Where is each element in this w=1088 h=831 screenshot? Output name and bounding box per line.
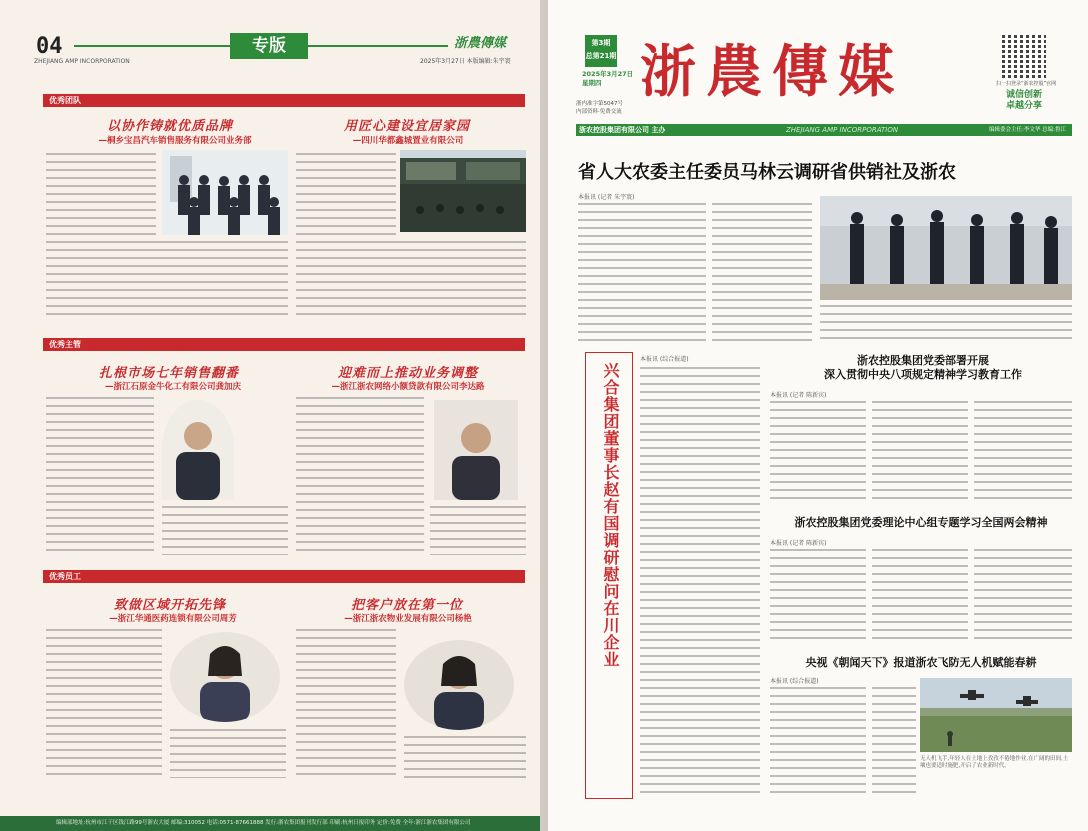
page-date-line: 2025年3月27日 本版编辑:朱宇寰 bbox=[420, 58, 511, 65]
story2-title-line: 深入贯彻中央八项规定精神学习教育工作 bbox=[824, 368, 1022, 381]
issue-badge bbox=[585, 35, 617, 67]
article-title: 致做区域开拓先锋 bbox=[113, 598, 226, 613]
section-label: 优秀主管 bbox=[49, 340, 81, 349]
portrait-photo bbox=[434, 400, 518, 500]
publisher-name: 浙农控股集团有限公司 主办 bbox=[579, 126, 666, 134]
team-photo-figures bbox=[162, 150, 288, 235]
portrait-figure bbox=[404, 640, 514, 730]
drone-photo bbox=[920, 678, 1072, 752]
story2-title bbox=[778, 354, 1068, 382]
qr-code-overlay bbox=[1002, 34, 1046, 78]
story2-body bbox=[872, 400, 968, 504]
page-sub-label: ZHEJIANG AMP INCORPORATION bbox=[34, 58, 130, 65]
building-photo bbox=[400, 150, 526, 232]
article-body bbox=[46, 396, 154, 556]
slogan-line: 诚信创新 bbox=[1006, 90, 1043, 100]
article-subtitle: —浙江石原金牛化工有限公司龚加庆 bbox=[104, 382, 241, 392]
issue-number: 第3期 bbox=[591, 39, 611, 47]
article-subtitle: —四川华都鑫城置业有限公司 bbox=[352, 136, 464, 146]
article-title: 迎难而上推动业务调整 bbox=[337, 366, 478, 381]
main-article-body bbox=[820, 304, 1072, 344]
drone-photo-caption: 无人机飞手,年轻人在土地上孜孜不倦地作业,在广阔的田间,土壤也要适时施肥,开启了农业新时代。 bbox=[920, 756, 1069, 769]
meeting-photo bbox=[820, 196, 1072, 300]
header-rule-left bbox=[74, 45, 230, 47]
article-body bbox=[170, 728, 286, 778]
portrait-figure bbox=[170, 632, 280, 722]
section-tab: 专版 bbox=[230, 33, 308, 59]
page-footer bbox=[0, 816, 540, 831]
section-bar-employee bbox=[43, 570, 525, 583]
article-body bbox=[296, 240, 526, 320]
story2-title-line: 浙农控股集团党委部署开展 bbox=[857, 354, 989, 367]
story3-body bbox=[974, 548, 1072, 644]
main-article-body bbox=[578, 202, 706, 342]
publisher-bar bbox=[576, 124, 1072, 136]
article-body bbox=[404, 735, 526, 779]
article-body bbox=[296, 396, 424, 556]
masthead-small: 浙農傳媒 bbox=[454, 36, 507, 51]
page-gutter bbox=[540, 0, 548, 831]
vertical-story-body bbox=[640, 366, 760, 796]
story3-body bbox=[770, 548, 866, 644]
article-subtitle: —浙江华通医药连锁有限公司周芳 bbox=[109, 614, 237, 624]
article-subtitle: —浙江浙农网络小额贷款有限公司李达路 bbox=[331, 382, 485, 392]
publisher-name-en: ZHEJIANG AMP INCORPORATION bbox=[786, 126, 899, 134]
footer-text: 编辑部地址:杭州市江干区钱江路99号浙农大厦 邮编:310052 电话:0571-87661888 发行:浙农集团报刊发行部 印刷:杭州日报印务 定价:免费 全年:浙江浙农集团有限公司 bbox=[56, 820, 471, 826]
main-byline: 本报讯 (记者 朱宇寰) bbox=[578, 194, 635, 201]
article-body bbox=[162, 505, 288, 555]
story2-byline: 本报讯 (记者 陈新宾) bbox=[770, 392, 827, 399]
building-photo-image bbox=[400, 150, 526, 232]
vertical-story-byline: 本报讯 (综合报道) bbox=[640, 356, 689, 363]
article-body bbox=[46, 628, 162, 778]
vertical-story-title: 兴合集团董事长赵有国调研慰问在川企业 bbox=[601, 362, 620, 668]
team-photo bbox=[162, 150, 288, 235]
masthead-title: 浙農傳媒 bbox=[640, 39, 904, 105]
article-title: 扎根市场七年销售翻番 bbox=[98, 366, 239, 381]
section-label: 优秀团队 bbox=[49, 96, 81, 105]
issue-date-block bbox=[582, 70, 633, 88]
article-body bbox=[296, 152, 396, 236]
article-subtitle: —浙江浙农物业发展有限公司杨艳 bbox=[344, 614, 472, 624]
drone-photo-image bbox=[920, 678, 1072, 752]
article-body bbox=[46, 152, 156, 238]
portrait-photo bbox=[162, 400, 234, 500]
editorial-credits: 编辑委会主任:李文华 总编:鲁江 bbox=[989, 127, 1066, 133]
slogan-line: 卓越分享 bbox=[1006, 101, 1043, 111]
story3-title: 浙农控股集团党委理论中心组专题学习全国两会精神 bbox=[794, 516, 1048, 529]
section-bar-manager bbox=[43, 338, 525, 351]
portrait-figure bbox=[434, 400, 518, 500]
issue-date: 2025年3月27日 bbox=[582, 70, 634, 78]
story2-body bbox=[770, 400, 866, 504]
article-title: 用匠心建设宜居家园 bbox=[343, 119, 470, 134]
article-body bbox=[296, 628, 396, 778]
issue-total: 总第21期 bbox=[585, 52, 617, 60]
header-rule-right bbox=[308, 45, 448, 47]
main-article-body bbox=[712, 202, 812, 342]
slogan bbox=[1006, 90, 1042, 112]
qr-caption: 扫一扫登录“浙农控股”官网 bbox=[996, 81, 1057, 87]
story3-body bbox=[872, 548, 968, 644]
right-page bbox=[548, 0, 1088, 831]
left-page bbox=[0, 0, 540, 831]
portrait-photo bbox=[404, 640, 514, 730]
masthead-meta bbox=[576, 100, 623, 116]
meeting-photo-image bbox=[820, 196, 1072, 300]
article-body bbox=[430, 505, 526, 555]
story4-title: 央视《朝闻天下》报道浙农飞防无人机赋能春耕 bbox=[805, 656, 1037, 669]
issue-weekday: 星期四 bbox=[582, 79, 602, 87]
story2-body bbox=[974, 400, 1072, 504]
story3-byline: 本报讯 (记者 陈新宾) bbox=[770, 540, 827, 547]
article-title: 以协作铸就优质品牌 bbox=[106, 119, 233, 134]
story4-byline: 本报讯 (综合报道) bbox=[770, 678, 819, 685]
article-title: 把客户放在第一位 bbox=[350, 598, 463, 613]
section-label: 优秀员工 bbox=[49, 572, 81, 581]
story4-body bbox=[872, 686, 916, 796]
article-body bbox=[46, 240, 288, 320]
portrait-photo bbox=[170, 632, 280, 722]
permit-number: 浙内准字第5047号 bbox=[576, 101, 623, 107]
article-subtitle: —桐乡宝昌汽车销售服务有限公司业务部 bbox=[98, 136, 252, 146]
page-number: 04 bbox=[36, 34, 63, 59]
portrait-figure bbox=[162, 400, 234, 500]
section-bar-team bbox=[43, 94, 525, 107]
story4-body bbox=[770, 686, 866, 796]
main-headline: 省人大农委主任委员马林云调研省供销社及浙农 bbox=[578, 162, 956, 183]
circulation-note: 内部资料·免费交流 bbox=[576, 109, 622, 115]
